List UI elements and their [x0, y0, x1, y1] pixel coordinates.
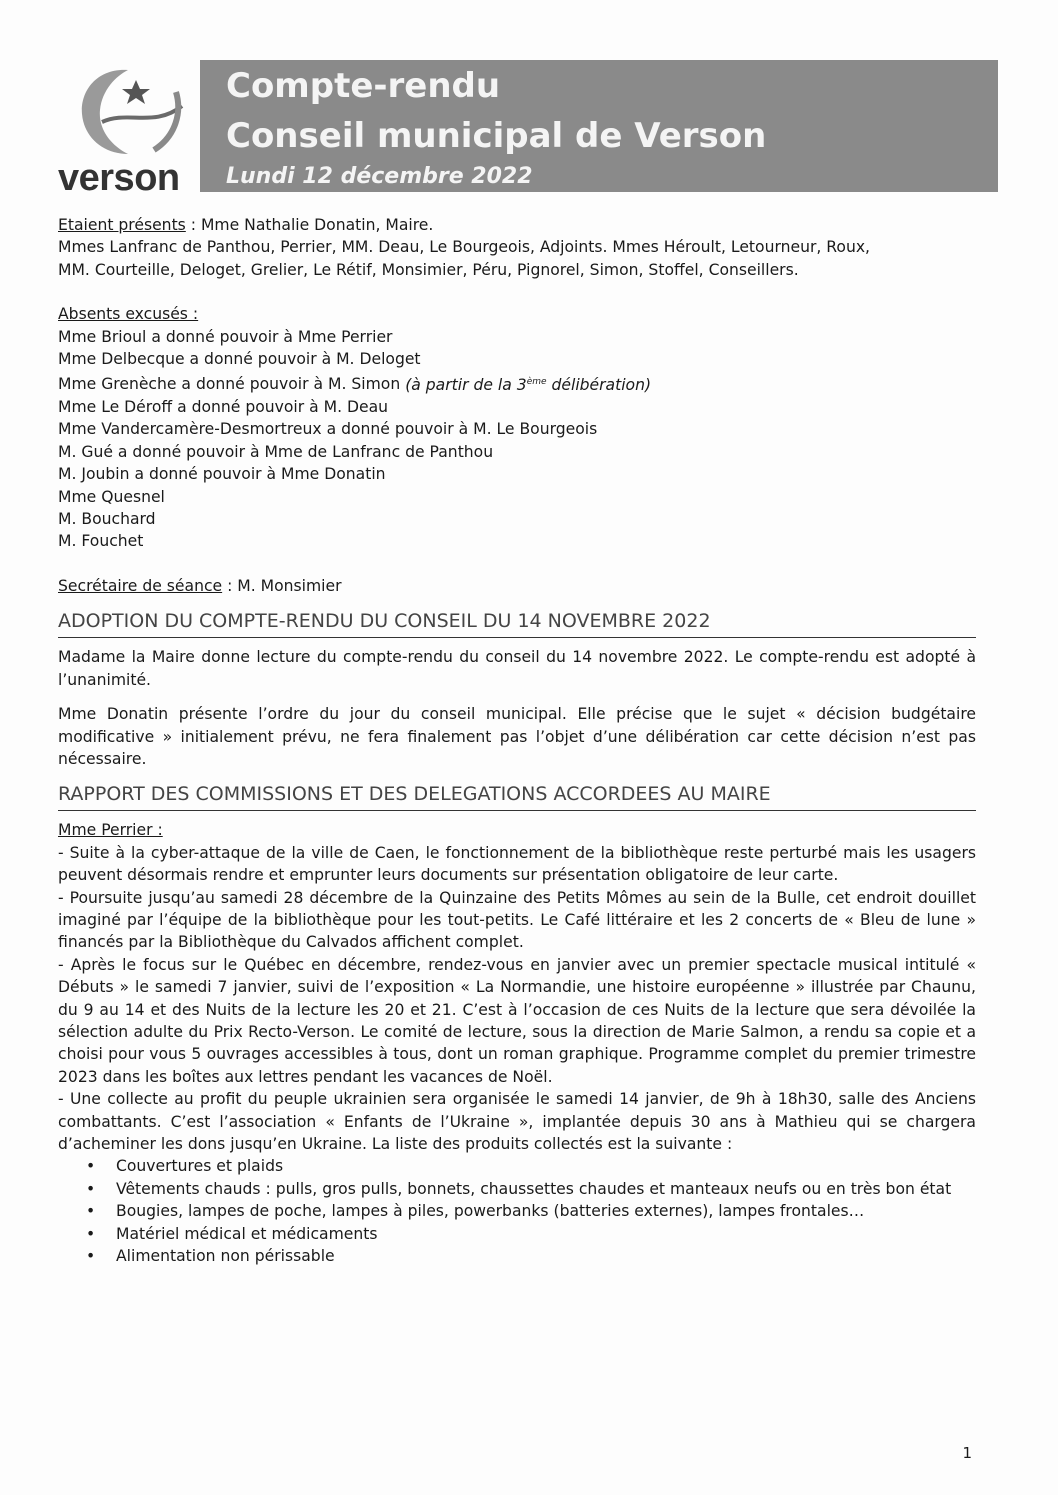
secretaire-label: Secrétaire de séance	[58, 576, 223, 595]
speaker-label: Mme Perrier :	[58, 821, 163, 840]
bullet-icon: •	[86, 1179, 96, 1198]
bullet-icon: •	[86, 1247, 96, 1266]
document-title: Compte-rendu	[226, 66, 501, 106]
absent-item: Mme Vandercamère-Desmortreux a donné pouvoir à M. Le Bourgeois	[58, 420, 598, 439]
absent-item: M. Gué a donné pouvoir à Mme de Lanfranc de Panthou	[58, 442, 494, 461]
presents-label: Etaient présents	[58, 216, 186, 234]
bullet-icon: •	[86, 1157, 96, 1176]
list-item: • Alimentation non périssable	[86, 1245, 976, 1267]
absent-item: Mme Grenèche a donné pouvoir à M. Simon (à partir de la 3ème délibération)	[58, 375, 652, 394]
document-body	[58, 214, 976, 1267]
absent-item: Mme Delbecque a donné pouvoir à M. Deloget	[58, 350, 421, 369]
logo-wordmark: verson	[58, 157, 180, 199]
presents-adjoints: Mmes Lanfranc de Panthou, Perrier, MM. Deau, Le Bourgeois, Adjoints. Mmes Héroult, Letourneur, Roux,	[58, 238, 871, 257]
absent-item: Mme Le Déroff a donné pouvoir à M. Deau	[58, 398, 389, 417]
section-heading-adoption: ADOPTION DU COMPTE-RENDU DU CONSEIL DU 14 NOVEMBRE 2022	[58, 607, 976, 638]
absent-item: M. Joubin a donné pouvoir à Mme Donatin	[58, 465, 386, 484]
rapport-paragraph: - Poursuite jusqu’au samedi 28 décembre de la Quinzaine des Petits Mômes au sein de la Bulle, cet endroit douillet imaginé par l’équipe de la bibliothèque pour les tout-petits. Le Café littéraire et les 2 concerts de « Bleu de lune » financés par la Bibliothèque du Calvados affichent complet.	[58, 888, 976, 952]
presents-line	[58, 214, 976, 236]
secretaire-line	[58, 575, 976, 597]
list-item: • Vêtements chauds : pulls, gros pulls, bonnets, chaussettes chaudes et manteaux neufs ou en très bon état	[86, 1178, 976, 1200]
list-item: • Bougies, lampes de poche, lampes à piles, powerbanks (batteries externes), lampes frontales…	[86, 1200, 976, 1222]
rapport-paragraph: - Une collecte au profit du peuple ukrainien sera organisée le samedi 14 janvier, de 9h à 18h30, salle des Anciens combattants. C’est l’association « Enfants de l’Ukraine », implantée depuis 30 ans à Mathieu qui se chargera d’acheminer les dons jusqu’en Ukraine. La liste des produits collectés est la suivante :	[58, 1090, 976, 1153]
verson-logo	[58, 62, 198, 199]
bullet-icon: •	[86, 1202, 96, 1221]
bullet-icon: •	[86, 1224, 96, 1243]
ordre-du-jour-paragraph: Mme Donatin présente l’ordre du jour du conseil municipal. Elle précise que le sujet « décision budgétaire modificative » initialement prévu, ne fera finalement pas l’objet d’une délibération car cette décision n’est pas nécessaire.	[58, 705, 976, 768]
rapport-paragraph: - Suite à la cyber-attaque de la ville de Caen, le fonctionnement de la bibliothèque reste perturbé mais les usagers peuvent désormais rendre et emprunter leurs documents sur présentation obligatoire de leur carte.	[58, 843, 976, 885]
list-item: • Couvertures et plaids	[86, 1155, 976, 1177]
absents-label: Absents excusés :	[58, 305, 199, 324]
adoption-paragraph: Madame la Maire donne lecture du compte-rendu du conseil du 14 novembre 2022. Le compte-rendu est adopté à l’unanimité.	[58, 648, 976, 689]
presents-conseillers: MM. Courteille, Deloget, Grelier, Le Rétif, Monsimier, Péru, Pignorel, Simon, Stoffel, Conseillers.	[58, 260, 799, 279]
absent-item: M. Fouchet	[58, 532, 144, 551]
logo-emblem-icon	[58, 62, 198, 162]
absent-item: M. Bouchard	[58, 510, 156, 529]
absent-item: Mme Brioul a donné pouvoir à Mme Perrier	[58, 327, 393, 346]
page-number: 1	[962, 1444, 972, 1462]
absent-note: (à partir de la 3ème délibération)	[405, 375, 652, 394]
section-heading-rapport: RAPPORT DES COMMISSIONS ET DES DELEGATIONS ACCORDEES AU MAIRE	[58, 780, 976, 811]
document-date: Lundi 12 décembre 2022	[226, 164, 533, 189]
secretaire-name: : M. Monsimier	[222, 576, 342, 595]
absent-item: Mme Quesnel	[58, 487, 165, 506]
list-item: • Matériel médical et médicaments	[86, 1223, 976, 1245]
collect-list	[58, 1155, 976, 1267]
document-subtitle: Conseil municipal de Verson	[226, 116, 767, 156]
rapport-paragraph: - Après le focus sur le Québec en décembre, rendez-vous en janvier avec un premier spectacle musical intitulé « Débuts » le samedi 7 janvier, suivi de l’exposition « La Normandie, une histoire européenne » illustrée par Chaunu, du 9 au 14 et des Nuits de la lecture les 20 et 21. C’est à l’occasion de ces Nuits de la lecture que sera dévoilée la sélection adulte du Prix Recto-Verson. Le comité de lecture, sous la direction de Marie Salmon, a rendu sa copie et a choisi pour vous 5 ouvrages accessibles à tous, dont un roman graphique. Programme complet du premier trimestre 2023 dans les boîtes aux lettres pendant les vacances de Noël.	[58, 955, 976, 1086]
presents-maire: : Mme Nathalie Donatin, Maire.	[185, 216, 434, 234]
